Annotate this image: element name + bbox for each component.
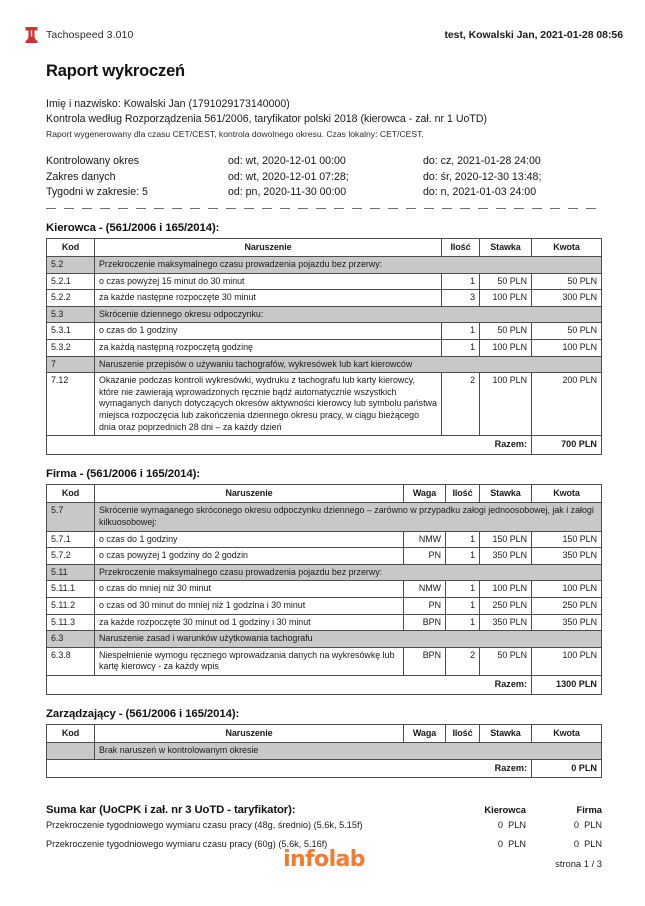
cell-kod: 5.11 bbox=[47, 564, 95, 581]
cell-kod: 5.11.1 bbox=[47, 581, 95, 598]
col-kod: Kod bbox=[47, 484, 95, 503]
table-row bbox=[47, 273, 602, 290]
col-ilosc: Ilość bbox=[446, 724, 480, 743]
period-label: Zakres danych bbox=[46, 170, 116, 183]
cell-kod: 7.12 bbox=[47, 373, 95, 436]
cell-kod: 5.3 bbox=[47, 306, 95, 323]
total-value: 700 PLN bbox=[532, 436, 602, 455]
section-firma bbox=[46, 468, 602, 695]
timezone-note: Raport wygenerowany dla czasu CET/CEST, kontrola dowolnego okresu. Czas lokalny: CET/CEST. bbox=[46, 129, 424, 139]
summary-row bbox=[46, 816, 602, 835]
cell-waga: NMW bbox=[404, 581, 446, 598]
cell-group-desc: Przekroczenie maksymalnego czasu prowadzenia pojazdu bez przerwy: bbox=[95, 564, 602, 581]
cell-kod: 5.11.2 bbox=[47, 597, 95, 614]
table-row bbox=[47, 614, 602, 631]
table-total-row bbox=[47, 675, 602, 694]
cell-ilosc: 1 bbox=[442, 323, 480, 340]
dashed-divider bbox=[46, 208, 602, 209]
table-group-row bbox=[47, 743, 602, 760]
table-group-row bbox=[47, 564, 602, 581]
cell-kwota: 150 PLN bbox=[532, 531, 602, 548]
period-row bbox=[46, 154, 602, 170]
cell-kod: 5.2.1 bbox=[47, 273, 95, 290]
table-row bbox=[47, 597, 602, 614]
summary-value-firma: 0 PLN bbox=[573, 820, 602, 831]
period-to: do: cz, 2021-01-28 24:00 bbox=[423, 155, 541, 167]
cell-desc: o czas od 30 minut do mniej niż 1 godzina i 30 minut bbox=[95, 597, 404, 614]
cell-group-desc: Naruszenie przepisów o używaniu tachografów, wykresówek lub kart kierowców bbox=[95, 356, 602, 373]
cell-desc: o czas powyżej 15 minut do 30 minut bbox=[95, 273, 442, 290]
summary-value-kierowca: 0 PLN bbox=[497, 820, 526, 831]
table-row bbox=[47, 548, 602, 565]
page-title: Raport wykroczeń bbox=[46, 62, 185, 80]
table-row bbox=[47, 373, 602, 436]
page-footer bbox=[46, 849, 602, 871]
cell-desc: Okazanie podczas kontroli wykresówki, wydruku z tachografu lub karty kierowcy, które nie zawierają wprowadzonych ręcznie bądź automatycznie wszystkich wymaganych danych dotyczących okresów aktywności kierowcy lub symbolu państwa miejsca rozpoczęcia lub zakończenia dziennego okresu pracy, w ciągu bieżącego dnia oraz poprzednich 28 dni – za każdy dzień bbox=[95, 373, 442, 436]
cell-kwota: 100 PLN bbox=[532, 340, 602, 357]
section-title: Zarządzający - (561/2006 i 165/2014): bbox=[46, 707, 240, 720]
summary-value-kierowca: 0 PLN bbox=[497, 839, 526, 850]
cell-desc: za każde rozpoczęte 30 minut od 1 godziny i 30 minut bbox=[95, 614, 404, 631]
period-row bbox=[46, 185, 602, 201]
cell-kod: 5.3.2 bbox=[47, 340, 95, 357]
driver-name-line: Imię i nazwisko: Kowalski Jan (1791029173140000) bbox=[46, 98, 290, 110]
col-stawka: Stawka bbox=[480, 484, 532, 503]
col-waga: Waga bbox=[404, 724, 446, 743]
col-stawka: Stawka bbox=[480, 238, 532, 257]
total-label: Razem: bbox=[47, 436, 532, 455]
period-from: od: pn, 2020-11-30 00:00 bbox=[228, 186, 347, 198]
col-naruszenie: Naruszenie bbox=[95, 724, 404, 743]
table-row bbox=[47, 323, 602, 340]
section-title: Firma - (561/2006 i 165/2014): bbox=[46, 467, 201, 480]
section-zarzadzajacy bbox=[46, 708, 602, 779]
period-block bbox=[46, 154, 602, 209]
col-naruszenie: Naruszenie bbox=[95, 238, 442, 257]
cell-stawka: 100 PLN bbox=[480, 373, 532, 436]
cell-ilosc: 1 bbox=[446, 548, 480, 565]
col-kod: Kod bbox=[47, 238, 95, 257]
col-kwota: Kwota bbox=[532, 238, 602, 257]
violations-table-zarzadzajacy bbox=[46, 724, 602, 779]
summary-col-firma: Firma bbox=[576, 804, 602, 816]
table-group-row bbox=[47, 503, 602, 531]
cell-waga: NMW bbox=[404, 531, 446, 548]
table-header-row bbox=[47, 724, 602, 743]
app-name: Tachospeed 3.010 bbox=[46, 29, 134, 41]
violations-table-kierowca bbox=[46, 238, 602, 455]
col-waga: Waga bbox=[404, 484, 446, 503]
cell-ilosc: 3 bbox=[442, 290, 480, 307]
cell-ilosc: 1 bbox=[446, 614, 480, 631]
table-group-row bbox=[47, 356, 602, 373]
total-value: 1300 PLN bbox=[532, 675, 602, 694]
cell-kod: 5.7.1 bbox=[47, 531, 95, 548]
cell-stawka: 50 PLN bbox=[480, 647, 532, 675]
summary-value-firma: 0 PLN bbox=[573, 839, 602, 850]
page-number: strona 1 / 3 bbox=[555, 858, 602, 869]
violations-table-firma bbox=[46, 484, 602, 695]
cell-desc: o czas do mniej niż 30 minut bbox=[95, 581, 404, 598]
table-row bbox=[47, 647, 602, 675]
period-row bbox=[46, 170, 602, 186]
cell-waga: PN bbox=[404, 548, 446, 565]
period-from: od: wt, 2020-12-01 07:28; bbox=[228, 170, 349, 183]
table-total-row bbox=[47, 759, 602, 778]
summary-header bbox=[46, 804, 602, 816]
cell-stawka: 100 PLN bbox=[480, 581, 532, 598]
col-kod: Kod bbox=[47, 724, 95, 743]
col-ilosc: Ilość bbox=[446, 484, 480, 503]
period-label: Kontrolowany okres bbox=[46, 155, 140, 167]
total-value: 0 PLN bbox=[532, 759, 602, 778]
summary-label: Przekroczenie tygodniowego wymiaru czasu pracy (48g, średnio) (5.6k, 5.15f) bbox=[46, 820, 363, 831]
total-label: Razem: bbox=[47, 759, 532, 778]
cell-waga: BPN bbox=[404, 614, 446, 631]
cell-stawka: 350 PLN bbox=[480, 548, 532, 565]
cell-ilosc: 2 bbox=[446, 647, 480, 675]
cell-kod: 6.3.8 bbox=[47, 647, 95, 675]
col-stawka: Stawka bbox=[480, 724, 532, 743]
cell-kod: 5.3.1 bbox=[47, 323, 95, 340]
cell-ilosc: 2 bbox=[442, 373, 480, 436]
col-kwota: Kwota bbox=[532, 484, 602, 503]
total-label: Razem: bbox=[47, 675, 532, 694]
page-header bbox=[0, 22, 645, 48]
regulation-line: Kontrola według Rozporządzenia 561/2006, taryfikator polski 2018 (kierowca - zał. nr 1 UoTD) bbox=[46, 113, 488, 125]
cell-kwota: 300 PLN bbox=[532, 290, 602, 307]
col-kwota: Kwota bbox=[532, 724, 602, 743]
cell-kwota: 50 PLN bbox=[532, 273, 602, 290]
header-user-timestamp: test, Kowalski Jan, 2021-01-28 08:56 bbox=[444, 29, 623, 41]
cell-ilosc: 1 bbox=[446, 597, 480, 614]
cell-stawka: 100 PLN bbox=[480, 340, 532, 357]
cell-desc: o czas do 1 godziny bbox=[95, 531, 404, 548]
summary-col-kierowca: Kierowca bbox=[484, 804, 526, 816]
cell-stawka: 100 PLN bbox=[480, 290, 532, 307]
cell-stawka: 50 PLN bbox=[480, 273, 532, 290]
cell-kwota: 350 PLN bbox=[532, 614, 602, 631]
cell-kwota: 200 PLN bbox=[532, 373, 602, 436]
table-row bbox=[47, 340, 602, 357]
cell-kod: 5.7 bbox=[47, 503, 95, 531]
col-ilosc: Ilość bbox=[442, 238, 480, 257]
cell-group-desc: Naruszenie zasad i warunków użytkowania tachografu bbox=[95, 631, 602, 648]
period-from: od: wt, 2020-12-01 00:00 bbox=[228, 155, 346, 167]
cell-kwota: 250 PLN bbox=[532, 597, 602, 614]
table-header-row bbox=[47, 238, 602, 257]
cell-desc: Niespełnienie wymogu ręcznego wprowadzania danych na wykresówkę lub kartę kierowcy - za każdy wpis bbox=[95, 647, 404, 675]
cell-waga: PN bbox=[404, 597, 446, 614]
cell-kod: 5.11.3 bbox=[47, 614, 95, 631]
period-to: do: n, 2021-01-03 24:00 bbox=[423, 186, 537, 198]
cell-ilosc: 1 bbox=[442, 273, 480, 290]
table-total-row bbox=[47, 436, 602, 455]
cell-group-desc: Skrócenie wymaganego skróconego okresu odpoczynku dziennego – zarówno w przypadku załogi jednoosobowej, jak i załogi kilkuosobowej: bbox=[95, 503, 602, 531]
summary-title: Suma kar (UoCPK i zał. nr 3 UoTD - taryfikator): bbox=[46, 804, 296, 817]
tachospeed-logo-icon bbox=[24, 26, 39, 44]
table-group-row bbox=[47, 257, 602, 274]
table-group-row bbox=[47, 306, 602, 323]
cell-kod bbox=[47, 743, 95, 760]
table-group-row bbox=[47, 631, 602, 648]
cell-kwota: 350 PLN bbox=[532, 548, 602, 565]
summary-label: Przekroczenie tygodniowego wymiaru czasu pracy (60g) (5.6k, 5.16f) bbox=[46, 839, 328, 850]
table-row bbox=[47, 581, 602, 598]
cell-group-desc: Brak naruszeń w kontrolowanym okresie bbox=[95, 743, 602, 760]
cell-kwota: 100 PLN bbox=[532, 647, 602, 675]
table-header-row bbox=[47, 484, 602, 503]
cell-stawka: 350 PLN bbox=[480, 614, 532, 631]
cell-kod: 7 bbox=[47, 356, 95, 373]
section-kierowca bbox=[46, 222, 602, 455]
cell-kod: 5.7.2 bbox=[47, 548, 95, 565]
cell-desc: o czas do 1 godziny bbox=[95, 323, 442, 340]
cell-stawka: 150 PLN bbox=[480, 531, 532, 548]
cell-waga: BPN bbox=[404, 647, 446, 675]
cell-kwota: 50 PLN bbox=[532, 323, 602, 340]
cell-group-desc: Przekroczenie maksymalnego czasu prowadzenia pojazdu bez przerwy: bbox=[95, 257, 602, 274]
report-body bbox=[46, 62, 602, 854]
cell-desc: za każde następne rozpoczęte 30 minut bbox=[95, 290, 442, 307]
table-row bbox=[47, 290, 602, 307]
section-title: Kierowca - (561/2006 i 165/2014): bbox=[46, 221, 220, 234]
cell-group-desc: Skrócenie dziennego okresu odpoczynku: bbox=[95, 306, 602, 323]
table-row bbox=[47, 531, 602, 548]
cell-desc: o czas powyżej 1 godziny do 2 godzin bbox=[95, 548, 404, 565]
cell-ilosc: 1 bbox=[446, 581, 480, 598]
cell-stawka: 250 PLN bbox=[480, 597, 532, 614]
period-to: do: śr, 2020-12-30 13:48; bbox=[423, 170, 542, 183]
cell-kod: 5.2.2 bbox=[47, 290, 95, 307]
cell-ilosc: 1 bbox=[442, 340, 480, 357]
cell-kod: 6.3 bbox=[47, 631, 95, 648]
cell-desc: za każdą następną rozpoczętą godzinę bbox=[95, 340, 442, 357]
infolab-logo: infolab bbox=[283, 847, 365, 872]
cell-kod: 5.2 bbox=[47, 257, 95, 274]
app-brand bbox=[24, 26, 133, 44]
cell-ilosc: 1 bbox=[446, 531, 480, 548]
cell-kwota: 100 PLN bbox=[532, 581, 602, 598]
period-label: Tygodni w zakresie: 5 bbox=[46, 186, 148, 198]
col-naruszenie: Naruszenie bbox=[95, 484, 404, 503]
cell-stawka: 50 PLN bbox=[480, 323, 532, 340]
